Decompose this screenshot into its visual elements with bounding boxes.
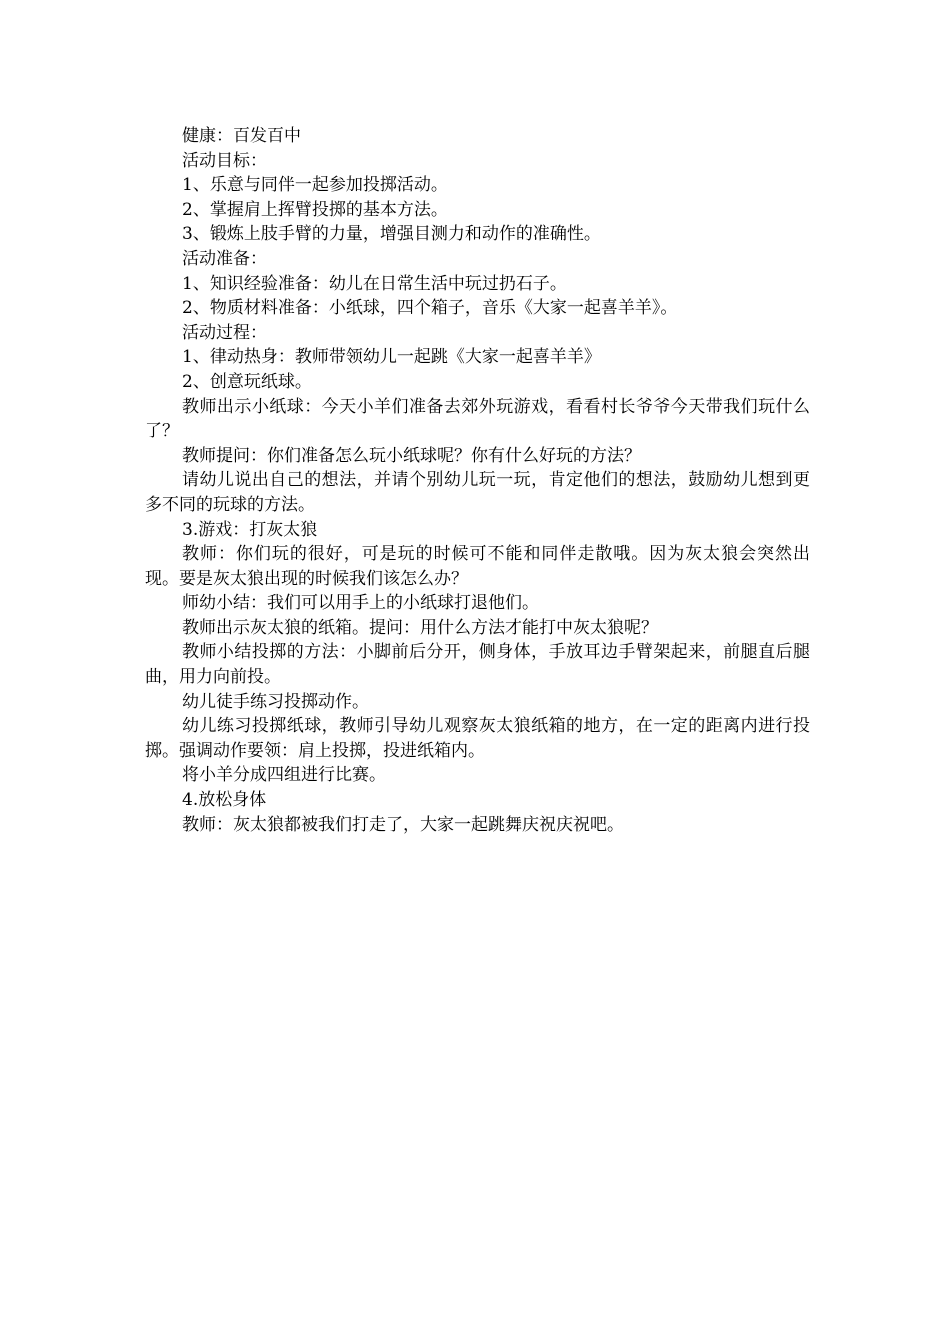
process-step-3: 3.游戏：打灰太狼 bbox=[182, 519, 318, 540]
body-paragraph: 幼儿徒手练习投掷动作。 bbox=[182, 691, 369, 712]
section-heading-goals: 活动目标： bbox=[182, 150, 267, 171]
process-step-2: 2、创意玩纸球。 bbox=[182, 371, 312, 392]
preparation-item-1: 1、知识经验准备：幼儿在日常生活中玩过扔石子。 bbox=[182, 273, 567, 294]
body-paragraph: 教师出示灰太狼的纸箱。提问：用什么方法才能打中灰太狼呢？ bbox=[182, 617, 658, 638]
body-paragraph: 教师小结投掷的方法：小脚前后分开，侧身体，手放耳边手臂架起来，前腿直后腿曲，用力向前投。 bbox=[145, 642, 810, 688]
body-paragraph: 师幼小结：我们可以用手上的小纸球打退他们。 bbox=[182, 593, 539, 614]
process-step-4: 4.放松身体 bbox=[182, 790, 267, 811]
body-paragraph: 请幼儿说出自己的想法，并请个别幼儿玩一玩，肯定他们的想法，鼓励幼儿想到更多不同的玩球的方法。 bbox=[145, 470, 810, 515]
goal-item-1: 1、乐意与同伴一起参加投掷活动。 bbox=[182, 175, 448, 196]
section-heading-preparation: 活动准备： bbox=[182, 248, 267, 269]
goal-item-2: 2、掌握肩上挥臂投掷的基本方法。 bbox=[182, 199, 448, 220]
body-paragraph: 幼儿练习投掷纸球，教师引导幼儿观察灰太狼纸箱的地方，在一定的距离内进行投掷。强调动作要领：肩上投掷，投进纸箱内。 bbox=[145, 716, 810, 761]
section-heading-process: 活动过程： bbox=[182, 322, 267, 343]
body-paragraph: 教师：你们玩的很好，可是玩的时候可不能和同伴走散哦。因为灰太狼会突然出现。要是灰太狼出现的时候我们该怎么办？ bbox=[145, 544, 810, 589]
body-paragraph: 将小羊分成四组进行比赛。 bbox=[182, 765, 386, 786]
body-paragraph: 教师出示小纸球：今天小羊们准备去郊外玩游戏，看看村长爷爷今天带我们玩什么了？ bbox=[145, 396, 810, 442]
body-paragraph: 教师：灰太狼都被我们打走了，大家一起跳舞庆祝庆祝吧。 bbox=[182, 814, 624, 835]
document-body bbox=[145, 124, 810, 837]
process-step-1: 1、律动热身：教师带领幼儿一起跳《大家一起喜羊羊》 bbox=[182, 347, 601, 368]
preparation-item-2: 2、物质材料准备：小纸球，四个箱子，音乐《大家一起喜羊羊》。 bbox=[182, 298, 678, 319]
goal-item-3: 3、锻炼上肢手臂的力量，增强目测力和动作的准确性。 bbox=[182, 224, 601, 245]
doc-title: 健康：百发百中 bbox=[182, 126, 301, 146]
body-paragraph: 教师提问：你们准备怎么玩小纸球呢？你有什么好玩的方法？ bbox=[182, 445, 641, 466]
